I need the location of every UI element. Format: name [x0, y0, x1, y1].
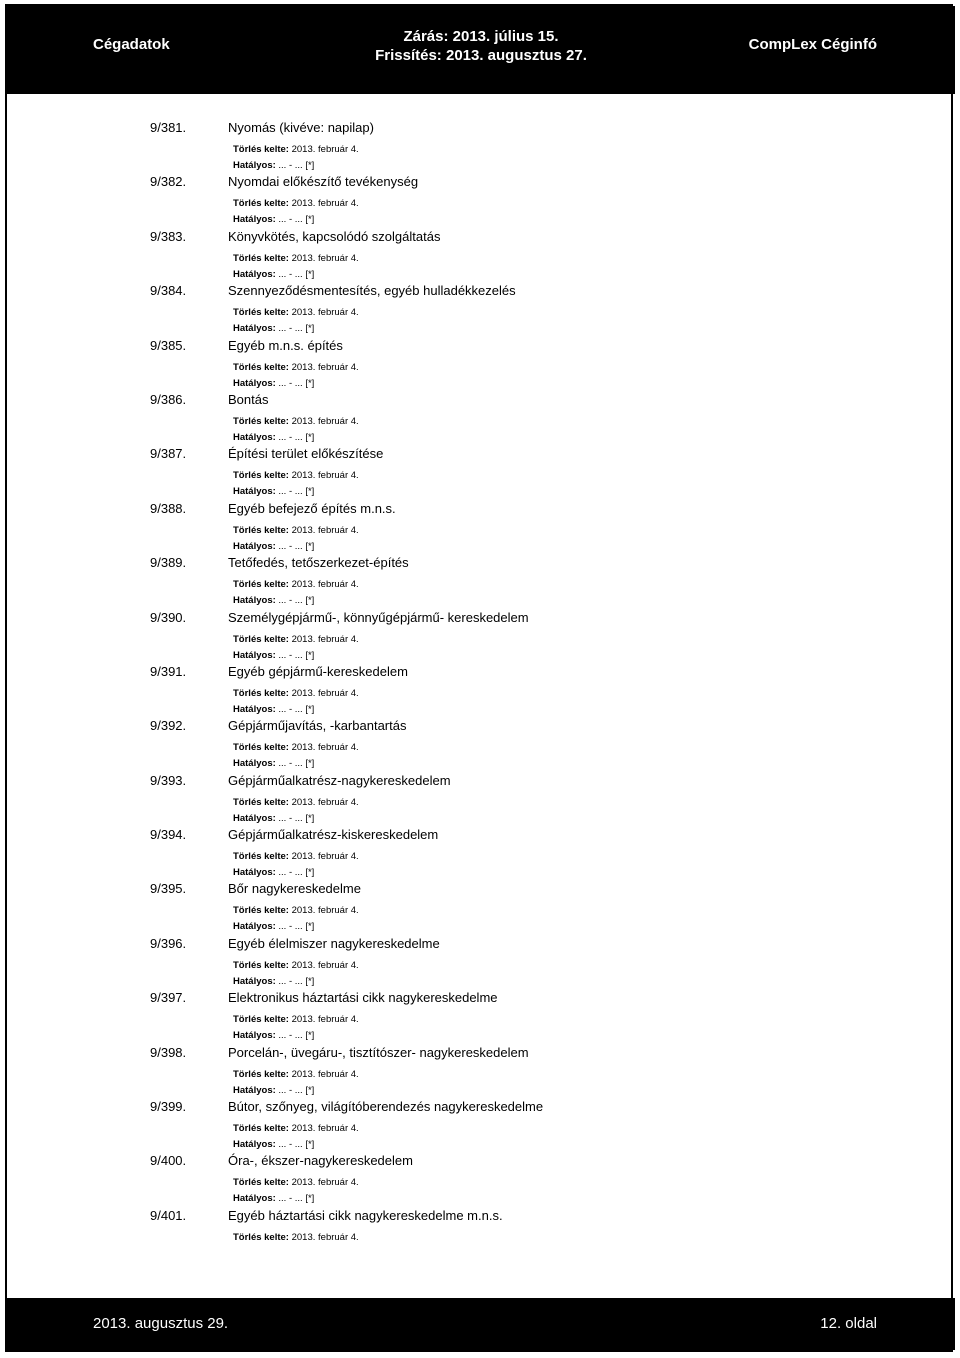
list-item	[150, 338, 850, 392]
list-item	[150, 773, 850, 827]
validity-label: Hatályos:	[233, 703, 276, 715]
validity-label: Hatályos:	[233, 540, 276, 552]
entry-list	[150, 120, 850, 1262]
entry-title: Egyéb élelmiszer nagykereskedelme	[228, 935, 440, 951]
deletion-date	[233, 416, 359, 427]
list-item	[150, 1045, 850, 1099]
validity-value: ... - ... [*]	[278, 268, 315, 280]
deletion-label: Törlés kelte:	[233, 633, 289, 645]
entry-title: Bontás	[228, 391, 269, 407]
deletion-label: Törlés kelte:	[233, 1068, 289, 1080]
deletion-label: Törlés kelte:	[233, 796, 289, 808]
deletion-label: Törlés kelte:	[233, 1231, 289, 1243]
deletion-label: Törlés kelte:	[233, 198, 289, 210]
entry-title: Elektronikus háztartási cikk nagykereskedelme	[228, 990, 498, 1006]
entry-number: 9/388.	[150, 500, 187, 516]
entry-title: Építési terület előkészítése	[228, 446, 384, 462]
deletion-value: 2013. február 4.	[291, 1014, 359, 1026]
entry-number: 9/387.	[150, 446, 187, 462]
deletion-date	[233, 198, 359, 209]
entry-title: Könyvkötés, kapcsolódó szolgáltatás	[228, 228, 441, 244]
validity-value: ... - ... [*]	[278, 1139, 315, 1151]
entry-title: Porcelán-, üvegáru-, tisztítószer- nagykereskedelem	[228, 1044, 529, 1060]
deletion-value: 2013. február 4.	[291, 198, 359, 210]
validity-value: ... - ... [*]	[278, 649, 315, 661]
validity	[233, 269, 314, 280]
deletion-label: Törlés kelte:	[233, 415, 289, 427]
entry-number: 9/390.	[150, 609, 187, 625]
entry-title: Egyéb m.n.s. építés	[228, 337, 343, 353]
validity-value: ... - ... [*]	[278, 323, 315, 335]
deletion-date	[233, 579, 359, 590]
list-item	[150, 1153, 850, 1207]
deletion-value: 2013. február 4.	[291, 579, 359, 591]
validity-label: Hatályos:	[233, 975, 276, 987]
header-right: CompLex Céginfó	[748, 36, 877, 53]
deletion-date	[233, 1014, 359, 1025]
list-item	[150, 610, 850, 664]
entry-title: Nyomdai előkészítő tevékenység	[228, 174, 419, 190]
validity-value: ... - ... [*]	[278, 377, 315, 389]
entry-number: 9/395.	[150, 881, 187, 897]
entry-title: Gépjárműalkatrész-kiskereskedelem	[228, 827, 439, 843]
list-item	[150, 446, 850, 500]
deletion-label: Törlés kelte:	[233, 361, 289, 373]
header-left: Cégadatok	[93, 36, 170, 53]
validity	[233, 1085, 314, 1096]
entry-number: 9/382.	[150, 174, 187, 190]
validity-label: Hatályos:	[233, 595, 276, 607]
deletion-date	[233, 742, 359, 753]
entry-number: 9/392.	[150, 718, 187, 734]
validity-label: Hatályos:	[233, 160, 276, 171]
footer-date: 2013. augusztus 29.	[93, 1315, 229, 1332]
deletion-value: 2013. február 4.	[291, 361, 359, 373]
page-number: 12. oldal	[820, 1315, 877, 1332]
list-item	[150, 718, 850, 772]
validity	[233, 323, 314, 334]
deletion-label: Törlés kelte:	[233, 470, 289, 482]
deletion-value: 2013. február 4.	[291, 144, 359, 155]
deletion-label: Törlés kelte:	[233, 905, 289, 917]
page-header	[7, 6, 955, 94]
entry-number: 9/381.	[150, 120, 187, 135]
deletion-date	[233, 525, 359, 536]
deletion-value: 2013. február 4.	[291, 1068, 359, 1080]
validity-value: ... - ... [*]	[278, 486, 315, 498]
validity-label: Hatályos:	[233, 867, 276, 879]
deletion-date	[233, 253, 359, 264]
validity-value: ... - ... [*]	[278, 812, 315, 824]
entry-number: 9/386.	[150, 391, 187, 407]
deletion-date	[233, 307, 359, 318]
deletion-label: Törlés kelte:	[233, 851, 289, 863]
list-item	[150, 1099, 850, 1153]
list-item	[150, 664, 850, 718]
deletion-date	[233, 1177, 359, 1188]
validity	[233, 867, 314, 878]
deletion-date	[233, 905, 359, 916]
validity-label: Hatályos:	[233, 214, 276, 226]
entry-title: Bútor, szőnyeg, világítóberendezés nagykereskedelme	[228, 1099, 544, 1115]
entry-title: Nyomás (kivéve: napilap)	[228, 120, 374, 135]
deletion-value: 2013. február 4.	[291, 415, 359, 427]
list-item	[150, 283, 850, 337]
deletion-label: Törlés kelte:	[233, 307, 289, 319]
entry-title: Gépjárműjavítás, -karbantartás	[228, 718, 407, 734]
validity	[233, 160, 314, 171]
entry-title: Egyéb befejező építés m.n.s.	[228, 500, 396, 516]
entry-title: Egyéb háztartási cikk nagykereskedelme m.n.s.	[228, 1207, 503, 1223]
deletion-value: 2013. február 4.	[291, 524, 359, 536]
validity	[233, 1030, 314, 1041]
deletion-label: Törlés kelte:	[233, 742, 289, 754]
validity-value: ... - ... [*]	[278, 160, 315, 171]
validity-label: Hatályos:	[233, 1030, 276, 1042]
deletion-value: 2013. február 4.	[291, 796, 359, 808]
deletion-date	[233, 1123, 359, 1134]
validity-value: ... - ... [*]	[278, 595, 315, 607]
deletion-date	[233, 634, 359, 645]
validity-label: Hatályos:	[233, 1084, 276, 1096]
deletion-date	[233, 1069, 359, 1080]
validity-value: ... - ... [*]	[278, 1193, 315, 1205]
validity-label: Hatályos:	[233, 377, 276, 389]
deletion-label: Törlés kelte:	[233, 687, 289, 699]
validity-value: ... - ... [*]	[278, 867, 315, 879]
validity-label: Hatályos:	[233, 323, 276, 335]
validity-value: ... - ... [*]	[278, 540, 315, 552]
entry-number: 9/389.	[150, 555, 187, 571]
validity-value: ... - ... [*]	[278, 431, 315, 443]
deletion-date	[233, 362, 359, 373]
page-footer	[7, 1298, 955, 1350]
deletion-date	[233, 851, 359, 862]
deletion-value: 2013. február 4.	[291, 687, 359, 699]
entry-title: Óra-, ékszer-nagykereskedelem	[228, 1153, 413, 1169]
validity-value: ... - ... [*]	[278, 758, 315, 770]
list-item	[150, 990, 850, 1044]
validity-label: Hatályos:	[233, 431, 276, 443]
entry-number: 9/391.	[150, 663, 187, 679]
list-item	[150, 1208, 850, 1262]
validity	[233, 921, 314, 932]
deletion-value: 2013. február 4.	[291, 742, 359, 754]
entry-number: 9/383.	[150, 228, 187, 244]
deletion-date	[233, 470, 359, 481]
entry-title: Személygépjármű-, könnyűgépjármű- kereskedelem	[228, 609, 529, 625]
deletion-date	[233, 797, 359, 808]
deletion-value: 2013. február 4.	[291, 1231, 359, 1243]
entry-number: 9/397.	[150, 990, 187, 1006]
page-frame	[5, 4, 953, 1352]
entry-number: 9/384.	[150, 283, 187, 299]
validity-label: Hatályos:	[233, 649, 276, 661]
entry-number: 9/400.	[150, 1153, 187, 1169]
validity	[233, 650, 314, 661]
validity	[233, 813, 314, 824]
entry-title: Szennyeződésmentesítés, egyéb hulladékkezelés	[228, 283, 516, 299]
list-item	[150, 392, 850, 446]
deletion-date	[233, 144, 359, 155]
validity	[233, 595, 314, 606]
entry-number: 9/393.	[150, 772, 187, 788]
deletion-date	[233, 688, 359, 699]
validity-value: ... - ... [*]	[278, 1084, 315, 1096]
entry-title: Gépjárműalkatrész-nagykereskedelem	[228, 772, 451, 788]
validity-label: Hatályos:	[233, 812, 276, 824]
entry-number: 9/401.	[150, 1207, 187, 1223]
validity	[233, 432, 314, 443]
validity-label: Hatályos:	[233, 1193, 276, 1205]
deletion-label: Törlés kelte:	[233, 144, 289, 155]
deletion-value: 2013. február 4.	[291, 1177, 359, 1189]
validity-label: Hatályos:	[233, 758, 276, 770]
validity	[233, 1193, 314, 1204]
validity	[233, 1139, 314, 1150]
entry-number: 9/385.	[150, 337, 187, 353]
deletion-value: 2013. február 4.	[291, 959, 359, 971]
deletion-label: Törlés kelte:	[233, 579, 289, 591]
entry-title: Tetőfedés, tetőszerkezet-építés	[228, 555, 409, 571]
validity-value: ... - ... [*]	[278, 1030, 315, 1042]
deletion-label: Törlés kelte:	[233, 1177, 289, 1189]
validity-value: ... - ... [*]	[278, 703, 315, 715]
entry-title: Bőr nagykereskedelme	[228, 881, 361, 897]
list-item	[150, 827, 850, 881]
entry-number: 9/399.	[150, 1099, 187, 1115]
list-item	[150, 936, 850, 990]
validity	[233, 704, 314, 715]
deletion-label: Törlés kelte:	[233, 524, 289, 536]
deletion-label: Törlés kelte:	[233, 1123, 289, 1135]
entry-number: 9/394.	[150, 827, 187, 843]
deletion-value: 2013. február 4.	[291, 470, 359, 482]
validity	[233, 541, 314, 552]
validity-value: ... - ... [*]	[278, 214, 315, 226]
list-item	[150, 120, 850, 174]
list-item	[150, 881, 850, 935]
list-item	[150, 174, 850, 228]
deletion-label: Törlés kelte:	[233, 252, 289, 264]
list-item	[150, 229, 850, 283]
deletion-value: 2013. február 4.	[291, 252, 359, 264]
deletion-date	[233, 1232, 359, 1243]
deletion-value: 2013. február 4.	[291, 633, 359, 645]
closing-date: Zárás: 2013. július 15.	[403, 28, 559, 45]
validity-label: Hatályos:	[233, 1139, 276, 1151]
entry-number: 9/396.	[150, 935, 187, 951]
validity	[233, 486, 314, 497]
validity-label: Hatályos:	[233, 921, 276, 933]
validity-label: Hatályos:	[233, 486, 276, 498]
deletion-value: 2013. február 4.	[291, 307, 359, 319]
validity	[233, 378, 314, 389]
entry-title: Egyéb gépjármű-kereskedelem	[228, 663, 408, 679]
refresh-date: Frissítés: 2013. augusztus 27.	[375, 47, 587, 64]
deletion-label: Törlés kelte:	[233, 1014, 289, 1026]
deletion-value: 2013. február 4.	[291, 1123, 359, 1135]
validity	[233, 214, 314, 225]
deletion-date	[233, 960, 359, 971]
list-item	[150, 501, 850, 555]
deletion-label: Törlés kelte:	[233, 959, 289, 971]
validity	[233, 976, 314, 987]
deletion-value: 2013. február 4.	[291, 851, 359, 863]
validity	[233, 758, 314, 769]
entry-number: 9/398.	[150, 1044, 187, 1060]
validity-value: ... - ... [*]	[278, 921, 315, 933]
validity-value: ... - ... [*]	[278, 975, 315, 987]
list-item	[150, 555, 850, 609]
deletion-value: 2013. február 4.	[291, 905, 359, 917]
validity-label: Hatályos:	[233, 268, 276, 280]
